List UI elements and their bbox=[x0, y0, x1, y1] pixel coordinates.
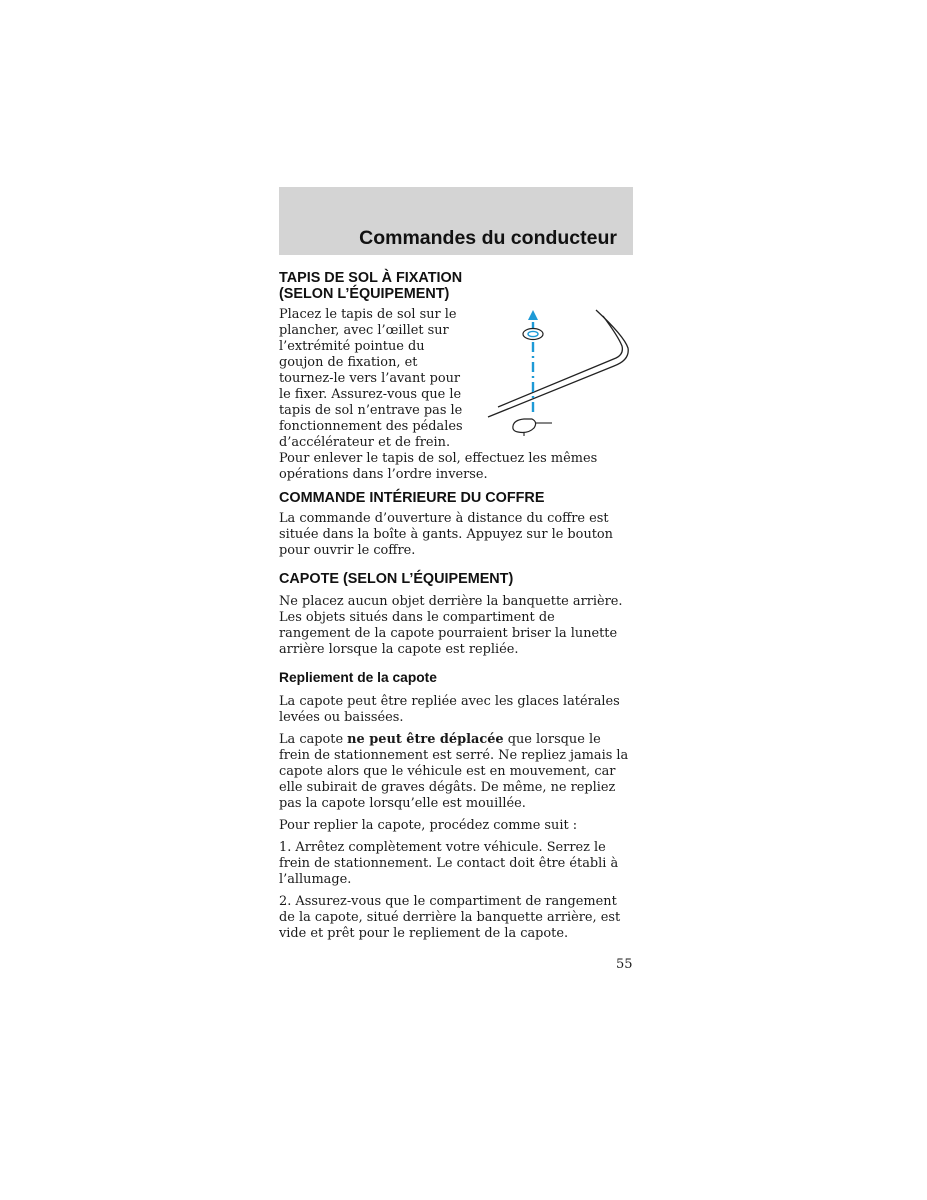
section-header-band bbox=[279, 187, 633, 255]
text-line: d’accélérateur et de frein. bbox=[279, 435, 451, 450]
floor-mat-removal bbox=[279, 451, 635, 483]
floor-mat-heading-line1: TAPIS DE SOL À FIXATION bbox=[279, 270, 463, 286]
text-line: elle subirait de graves dégâts. De même, ne repliez bbox=[279, 780, 616, 795]
text-line: frein de stationnement. Le contact doit être établi à bbox=[279, 856, 619, 871]
text-line: de la capote, situé derrière la banquette arrière, est bbox=[279, 910, 621, 925]
text-line: capote alors que le véhicule est en mouvement, car bbox=[279, 764, 616, 779]
text-span: que lorsque le bbox=[503, 732, 601, 747]
text-line: La capote peut être repliée avec les glaces latérales bbox=[279, 694, 620, 709]
text-line: arrière lorsque la capote est repliée. bbox=[279, 642, 519, 657]
text-line: tournez-le vers l’avant pour bbox=[279, 371, 461, 386]
text-line: fonctionnement des pédales bbox=[279, 419, 463, 434]
text-line: rangement de la capote pourraient briser la lunette bbox=[279, 626, 618, 641]
convertible-top-heading: CAPOTE (SELON L’ÉQUIPEMENT) bbox=[279, 571, 514, 587]
text-line: située dans la boîte à gants. Appuyez sur le bouton bbox=[279, 527, 613, 542]
mat-edge-inner bbox=[498, 316, 622, 407]
text-line: opérations dans l’ordre inverse. bbox=[279, 467, 488, 482]
folding-top-section bbox=[279, 670, 635, 942]
text-line: l’extrémité pointue du bbox=[279, 339, 425, 354]
text-line: Pour enlever le tapis de sol, effectuez les mêmes bbox=[279, 451, 598, 466]
text-line: plancher, avec l’œillet sur bbox=[279, 323, 449, 338]
grommet-icon bbox=[523, 329, 543, 340]
text-line: goujon de fixation, et bbox=[279, 355, 418, 370]
text-span: La capote bbox=[279, 732, 348, 747]
retention-post-icon bbox=[513, 419, 536, 433]
text-line bbox=[279, 732, 635, 748]
text-line: l’allumage. bbox=[279, 872, 352, 887]
text-line: 2. Assurez-vous que le compartiment de rangement bbox=[279, 894, 617, 909]
floor-mat-section bbox=[279, 270, 635, 302]
convertible-top-section bbox=[279, 571, 635, 658]
mat-edge-outer bbox=[488, 310, 628, 417]
alignment-arrow-head bbox=[528, 310, 538, 320]
page-number: 55 bbox=[616, 957, 633, 972]
warning-bold-text: ne peut être déplacée bbox=[347, 732, 504, 747]
text-line: La commande d’ouverture à distance du coffre est bbox=[279, 511, 609, 526]
text-line: Placez le tapis de sol sur le bbox=[279, 307, 457, 322]
text-line: le fixer. Assurez-vous que le bbox=[279, 387, 462, 402]
text-line: frein de stationnement est serré. Ne repliez jamais la bbox=[279, 748, 629, 763]
trunk-release-section bbox=[279, 490, 635, 559]
section-title: Commandes du conducteur bbox=[359, 227, 617, 249]
text-line: Pour replier la capote, procédez comme suit : bbox=[279, 818, 578, 833]
floor-mat-fastener-illustration bbox=[484, 306, 636, 442]
text-line: pas la capote lorsqu’elle est mouillée. bbox=[279, 796, 526, 811]
text-line: Ne placez aucun objet derrière la banquette arrière. bbox=[279, 594, 623, 609]
text-line: levées ou baissées. bbox=[279, 710, 404, 725]
floor-mat-instructions bbox=[279, 307, 479, 451]
text-line: pour ouvrir le coffre. bbox=[279, 543, 416, 558]
text-line: vide et prêt pour le repliement de la capote. bbox=[279, 926, 569, 941]
folding-heading: Repliement de la capote bbox=[279, 670, 437, 685]
floor-mat-heading-line2: (SELON L’ÉQUIPEMENT) bbox=[279, 286, 450, 302]
text-line: 1. Arrêtez complètement votre véhicule. Serrez le bbox=[279, 840, 606, 855]
text-line: tapis de sol n’entrave pas le bbox=[279, 403, 463, 418]
trunk-release-heading: COMMANDE INTÉRIEURE DU COFFRE bbox=[279, 490, 545, 506]
text-line: Les objets situés dans le compartiment de bbox=[279, 610, 555, 625]
